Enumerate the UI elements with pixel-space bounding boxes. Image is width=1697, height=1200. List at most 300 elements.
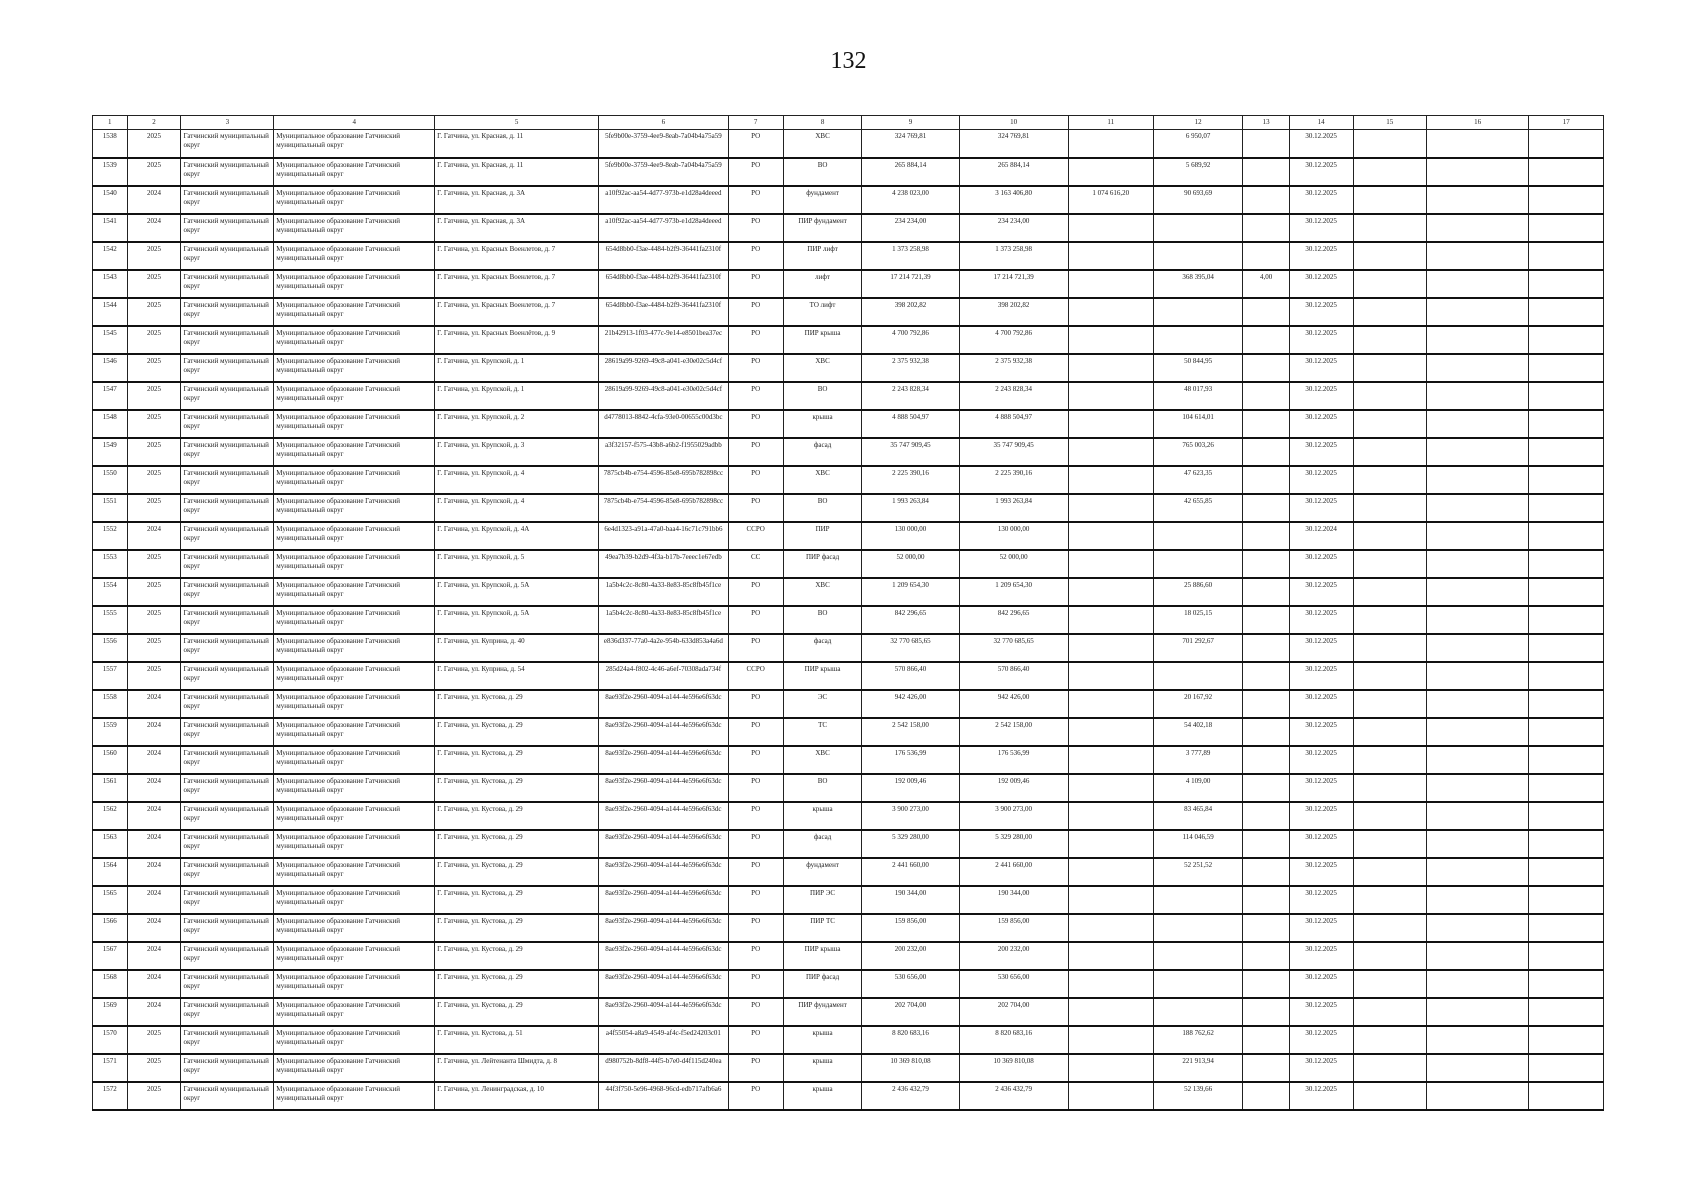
cell-house-guid: a10f92ac-aa54-4d77-973b-e1d28a4deeed — [599, 214, 729, 242]
cell-work-type: фундамент — [783, 858, 862, 886]
cell-work-type: ХВС — [783, 354, 862, 382]
cell-col-16 — [1426, 494, 1529, 522]
cell-district: Гатчинский муниципальный округ — [181, 1026, 274, 1054]
cell-municipality: Муниципальное образование Гатчинский муниципальный округ — [274, 214, 435, 242]
cell-deadline: 30.12.2025 — [1289, 382, 1353, 410]
cell-col-15 — [1353, 718, 1426, 746]
cell-cost-other — [1068, 298, 1153, 326]
cell-volume — [1243, 942, 1289, 970]
column-header-1: 1 — [93, 116, 128, 130]
cell-cost-fund: 200 232,00 — [959, 942, 1068, 970]
cell-address: Г. Гатчина, ул. Кустова, д. 29 — [435, 970, 599, 998]
table-row — [93, 746, 1604, 774]
cell-deadline: 30.12.2025 — [1289, 886, 1353, 914]
cell-year: 2024 — [127, 214, 181, 242]
cell-house-guid: 28619a99-9269-49c8-a041-e30e02c5d4cf — [599, 354, 729, 382]
cell-col-16 — [1426, 746, 1529, 774]
cell-volume — [1243, 998, 1289, 1026]
cell-district: Гатчинский муниципальный округ — [181, 354, 274, 382]
cell-house-guid: 8ae93f2e-2960-4094-a144-4e596e6f63dc — [599, 746, 729, 774]
cell-municipality: Муниципальное образование Гатчинский муниципальный округ — [274, 998, 435, 1026]
cell-col-15 — [1353, 354, 1426, 382]
cell-col-15 — [1353, 382, 1426, 410]
cell-house-guid: 8ae93f2e-2960-4094-a144-4e596e6f63dc — [599, 690, 729, 718]
cell-house-guid: 21b42913-1f03-477c-9e14-e8501bea37ec — [599, 326, 729, 354]
cell-col-17 — [1529, 914, 1604, 942]
cell-col-17 — [1529, 662, 1604, 690]
cell-volume — [1243, 242, 1289, 270]
cell-deadline: 30.12.2025 — [1289, 550, 1353, 578]
cell-work-type: ПИР ЭС — [783, 886, 862, 914]
cell-cost-fund: 17 214 721,39 — [959, 270, 1068, 298]
cell-address: Г. Гатчина, ул. Кустова, д. 29 — [435, 774, 599, 802]
cell-work-type: крыша — [783, 1054, 862, 1082]
cell-deadline: 30.12.2025 — [1289, 942, 1353, 970]
cell-year: 2025 — [127, 158, 181, 186]
cell-fund-type: РО — [728, 382, 783, 410]
cell-house-guid: 8ae93f2e-2960-4094-a144-4e596e6f63dc — [599, 942, 729, 970]
cell-work-type: ХВС — [783, 578, 862, 606]
cell-address: Г. Гатчина, ул. Кустова, д. 29 — [435, 886, 599, 914]
cell-col-16 — [1426, 130, 1529, 158]
cell-deadline: 30.12.2025 — [1289, 1082, 1353, 1110]
cell-municipality: Муниципальное образование Гатчинский муниципальный округ — [274, 270, 435, 298]
cell-work-type: ХВС — [783, 746, 862, 774]
cell-fund-type: РО — [728, 326, 783, 354]
cell-year: 2024 — [127, 998, 181, 1026]
cell-year: 2025 — [127, 1026, 181, 1054]
cell-volume — [1243, 298, 1289, 326]
cell-col-16 — [1426, 354, 1529, 382]
cell-fund-type: РО — [728, 1054, 783, 1082]
table-row — [93, 802, 1604, 830]
cell-cost-other — [1068, 214, 1153, 242]
cell-house-guid: 8ae93f2e-2960-4094-a144-4e596e6f63dc — [599, 718, 729, 746]
cell-total-cost: 2 225 390,16 — [862, 466, 959, 494]
cell-volume — [1243, 690, 1289, 718]
cell-district: Гатчинский муниципальный округ — [181, 158, 274, 186]
cell-cost-extra: 52 139,66 — [1153, 1082, 1243, 1110]
cell-cost-extra — [1153, 326, 1243, 354]
cell-deadline: 30.12.2025 — [1289, 186, 1353, 214]
cell-cost-extra: 83 465,84 — [1153, 802, 1243, 830]
cell-year: 2025 — [127, 354, 181, 382]
cell-cost-extra: 221 913,94 — [1153, 1054, 1243, 1082]
cell-cost-fund: 530 656,00 — [959, 970, 1068, 998]
cell-cost-extra — [1153, 662, 1243, 690]
cell-municipality: Муниципальное образование Гатчинский муниципальный округ — [274, 858, 435, 886]
cell-work-type: фундамент — [783, 186, 862, 214]
cell-year: 2025 — [127, 634, 181, 662]
cell-cost-other — [1068, 718, 1153, 746]
cell-municipality: Муниципальное образование Гатчинский муниципальный округ — [274, 578, 435, 606]
cell-col-16 — [1426, 158, 1529, 186]
cell-house-guid: 7875cb4b-e754-4596-85e8-695b782898cc — [599, 494, 729, 522]
cell-house-guid: 654d8bb0-f3ae-4484-b2f9-36441fa2310f — [599, 270, 729, 298]
cell-work-type: ХВС — [783, 466, 862, 494]
cell-municipality: Муниципальное образование Гатчинский муниципальный округ — [274, 466, 435, 494]
cell-fund-type: РО — [728, 1082, 783, 1110]
cell-address: Г. Гатчина, ул. Красных Военлетов, д. 7 — [435, 298, 599, 326]
cell-volume — [1243, 634, 1289, 662]
cell-cost-extra: 42 655,85 — [1153, 494, 1243, 522]
cell-row-number: 1560 — [93, 746, 128, 774]
cell-col-16 — [1426, 1026, 1529, 1054]
cell-year: 2024 — [127, 914, 181, 942]
cell-volume — [1243, 914, 1289, 942]
cell-municipality: Муниципальное образование Гатчинский муниципальный округ — [274, 438, 435, 466]
cell-fund-type: СС — [728, 550, 783, 578]
cell-volume — [1243, 410, 1289, 438]
cell-col-15 — [1353, 410, 1426, 438]
table-row — [93, 634, 1604, 662]
cell-col-16 — [1426, 550, 1529, 578]
cell-col-16 — [1426, 326, 1529, 354]
cell-volume — [1243, 606, 1289, 634]
cell-total-cost: 2 441 660,00 — [862, 858, 959, 886]
cell-col-15 — [1353, 438, 1426, 466]
cell-municipality: Муниципальное образование Гатчинский муниципальный округ — [274, 522, 435, 550]
cell-municipality: Муниципальное образование Гатчинский муниципальный округ — [274, 130, 435, 158]
cell-col-17 — [1529, 998, 1604, 1026]
column-number-row — [93, 116, 1604, 130]
column-header-15: 15 — [1353, 116, 1426, 130]
cell-deadline: 30.12.2025 — [1289, 718, 1353, 746]
cell-total-cost: 35 747 909,45 — [862, 438, 959, 466]
cell-cost-other — [1068, 886, 1153, 914]
cell-municipality: Муниципальное образование Гатчинский муниципальный округ — [274, 158, 435, 186]
cell-total-cost: 4 888 504,97 — [862, 410, 959, 438]
cell-year: 2024 — [127, 690, 181, 718]
cell-district: Гатчинский муниципальный округ — [181, 606, 274, 634]
cell-municipality: Муниципальное образование Гатчинский муниципальный округ — [274, 550, 435, 578]
cell-col-16 — [1426, 998, 1529, 1026]
cell-cost-other — [1068, 802, 1153, 830]
table-row — [93, 718, 1604, 746]
cell-year: 2024 — [127, 942, 181, 970]
cell-year: 2025 — [127, 410, 181, 438]
cell-year: 2025 — [127, 550, 181, 578]
cell-col-15 — [1353, 158, 1426, 186]
cell-volume — [1243, 662, 1289, 690]
cell-work-type: ПИР фундамент — [783, 214, 862, 242]
cell-cost-other — [1068, 914, 1153, 942]
cell-house-guid: 49ea7b39-b2d9-4f3a-b17b-7eeec1e67edb — [599, 550, 729, 578]
cell-cost-fund: 35 747 909,45 — [959, 438, 1068, 466]
cell-cost-fund: 265 884,14 — [959, 158, 1068, 186]
cell-col-15 — [1353, 326, 1426, 354]
cell-municipality: Муниципальное образование Гатчинский муниципальный округ — [274, 886, 435, 914]
cell-district: Гатчинский муниципальный округ — [181, 326, 274, 354]
cell-fund-type: РО — [728, 466, 783, 494]
cell-municipality: Муниципальное образование Гатчинский муниципальный округ — [274, 690, 435, 718]
cell-district: Гатчинский муниципальный округ — [181, 970, 274, 998]
cell-total-cost: 942 426,00 — [862, 690, 959, 718]
cell-cost-extra: 701 292,67 — [1153, 634, 1243, 662]
cell-district: Гатчинский муниципальный округ — [181, 494, 274, 522]
cell-deadline: 30.12.2025 — [1289, 774, 1353, 802]
cell-work-type: ВО — [783, 774, 862, 802]
cell-col-17 — [1529, 298, 1604, 326]
cell-col-17 — [1529, 746, 1604, 774]
cell-volume — [1243, 130, 1289, 158]
cell-municipality: Муниципальное образование Гатчинский муниципальный округ — [274, 662, 435, 690]
cell-total-cost: 265 884,14 — [862, 158, 959, 186]
cell-deadline: 30.12.2025 — [1289, 634, 1353, 662]
cell-work-type: ПИР — [783, 522, 862, 550]
cell-total-cost: 10 369 810,08 — [862, 1054, 959, 1082]
cell-cost-extra: 3 777,89 — [1153, 746, 1243, 774]
cell-cost-extra — [1153, 942, 1243, 970]
cell-col-15 — [1353, 214, 1426, 242]
column-header-10: 10 — [959, 116, 1068, 130]
cell-col-16 — [1426, 382, 1529, 410]
cell-address: Г. Гатчина, ул. Куприна, д. 40 — [435, 634, 599, 662]
table-row — [93, 830, 1604, 858]
cell-house-guid: 654d8bb0-f3ae-4484-b2f9-36441fa2310f — [599, 242, 729, 270]
cell-fund-type: ССРО — [728, 522, 783, 550]
table-row — [93, 914, 1604, 942]
cell-cost-fund: 8 820 683,16 — [959, 1026, 1068, 1054]
cell-district: Гатчинский муниципальный округ — [181, 718, 274, 746]
cell-year: 2025 — [127, 606, 181, 634]
cell-col-15 — [1353, 634, 1426, 662]
cell-volume — [1243, 1082, 1289, 1110]
cell-row-number: 1553 — [93, 550, 128, 578]
table-row — [93, 130, 1604, 158]
cell-address: Г. Гатчина, ул. Крупской, д. 3 — [435, 438, 599, 466]
cell-volume — [1243, 466, 1289, 494]
cell-cost-extra — [1153, 886, 1243, 914]
cell-address: Г. Гатчина, ул. Красная, д. 3А — [435, 214, 599, 242]
cell-address: Г. Гатчина, ул. Кустова, д. 29 — [435, 802, 599, 830]
cell-year: 2025 — [127, 242, 181, 270]
cell-deadline: 30.12.2025 — [1289, 1026, 1353, 1054]
cell-col-16 — [1426, 830, 1529, 858]
cell-volume — [1243, 522, 1289, 550]
cell-col-15 — [1353, 914, 1426, 942]
cell-house-guid: 8ae93f2e-2960-4094-a144-4e596e6f63dc — [599, 774, 729, 802]
cell-col-15 — [1353, 858, 1426, 886]
cell-cost-fund: 2 225 390,16 — [959, 466, 1068, 494]
cell-col-17 — [1529, 578, 1604, 606]
cell-col-16 — [1426, 690, 1529, 718]
cell-row-number: 1567 — [93, 942, 128, 970]
cell-col-17 — [1529, 326, 1604, 354]
cell-municipality: Муниципальное образование Гатчинский муниципальный округ — [274, 298, 435, 326]
cell-year: 2024 — [127, 886, 181, 914]
cell-row-number: 1545 — [93, 326, 128, 354]
cell-year: 2024 — [127, 970, 181, 998]
cell-fund-type: РО — [728, 746, 783, 774]
cell-deadline: 30.12.2025 — [1289, 214, 1353, 242]
table-header — [93, 116, 1604, 130]
cell-col-17 — [1529, 1054, 1604, 1082]
cell-cost-extra: 18 025,15 — [1153, 606, 1243, 634]
cell-col-17 — [1529, 830, 1604, 858]
cell-volume — [1243, 858, 1289, 886]
cell-volume — [1243, 774, 1289, 802]
cell-fund-type: РО — [728, 858, 783, 886]
cell-deadline: 30.12.2025 — [1289, 130, 1353, 158]
cell-col-15 — [1353, 186, 1426, 214]
cell-address: Г. Гатчина, ул. Кустова, д. 29 — [435, 746, 599, 774]
cell-col-15 — [1353, 606, 1426, 634]
cell-cost-fund: 2 441 660,00 — [959, 858, 1068, 886]
cell-col-15 — [1353, 662, 1426, 690]
cell-cost-other — [1068, 438, 1153, 466]
cell-col-16 — [1426, 858, 1529, 886]
table-row — [93, 186, 1604, 214]
cell-house-guid: e836d337-77a0-4a2e-954b-633d853a4a6d — [599, 634, 729, 662]
table-row — [93, 690, 1604, 718]
cell-district: Гатчинский муниципальный округ — [181, 662, 274, 690]
cell-row-number: 1563 — [93, 830, 128, 858]
cell-cost-extra: 114 046,59 — [1153, 830, 1243, 858]
cell-col-16 — [1426, 298, 1529, 326]
cell-municipality: Муниципальное образование Гатчинский муниципальный округ — [274, 1082, 435, 1110]
cell-cost-fund: 842 296,65 — [959, 606, 1068, 634]
cell-house-guid: 285d24a4-f802-4c46-a6ef-70308ada734f — [599, 662, 729, 690]
cell-fund-type: РО — [728, 354, 783, 382]
table-row — [93, 970, 1604, 998]
cell-address: Г. Гатчина, ул. Кустова, д. 29 — [435, 718, 599, 746]
cell-work-type: ВО — [783, 158, 862, 186]
cell-cost-fund: 942 426,00 — [959, 690, 1068, 718]
cell-col-17 — [1529, 466, 1604, 494]
cell-volume — [1243, 802, 1289, 830]
cell-row-number: 1550 — [93, 466, 128, 494]
cell-year: 2025 — [127, 1082, 181, 1110]
table-row — [93, 774, 1604, 802]
column-header-7: 7 — [728, 116, 783, 130]
cell-row-number: 1555 — [93, 606, 128, 634]
table-row — [93, 1082, 1604, 1110]
cell-total-cost: 2 542 158,00 — [862, 718, 959, 746]
cell-fund-type: РО — [728, 802, 783, 830]
cell-deadline: 30.12.2025 — [1289, 998, 1353, 1026]
cell-col-15 — [1353, 1054, 1426, 1082]
cell-address: Г. Гатчина, ул. Крупской, д. 4А — [435, 522, 599, 550]
cell-row-number: 1543 — [93, 270, 128, 298]
cell-municipality: Муниципальное образование Гатчинский муниципальный округ — [274, 634, 435, 662]
cell-row-number: 1557 — [93, 662, 128, 690]
cell-cost-extra — [1153, 242, 1243, 270]
cell-municipality: Муниципальное образование Гатчинский муниципальный округ — [274, 242, 435, 270]
cell-district: Гатчинский муниципальный округ — [181, 690, 274, 718]
cell-row-number: 1559 — [93, 718, 128, 746]
cell-col-17 — [1529, 242, 1604, 270]
cell-cost-other — [1068, 382, 1153, 410]
cell-cost-fund: 52 000,00 — [959, 550, 1068, 578]
cell-total-cost: 5 329 280,00 — [862, 830, 959, 858]
cell-col-16 — [1426, 970, 1529, 998]
cell-volume — [1243, 1026, 1289, 1054]
cell-fund-type: РО — [728, 690, 783, 718]
cell-cost-fund: 2 243 828,34 — [959, 382, 1068, 410]
cell-work-type: крыша — [783, 1082, 862, 1110]
table-row — [93, 242, 1604, 270]
cell-cost-other — [1068, 942, 1153, 970]
cell-district: Гатчинский муниципальный округ — [181, 1082, 274, 1110]
cell-municipality: Муниципальное образование Гатчинский муниципальный округ — [274, 718, 435, 746]
cell-house-guid: a10f92ac-aa54-4d77-973b-e1d28a4deeed — [599, 186, 729, 214]
column-header-13: 13 — [1243, 116, 1289, 130]
cell-deadline: 30.12.2025 — [1289, 662, 1353, 690]
cell-total-cost: 2 375 932,38 — [862, 354, 959, 382]
column-header-4: 4 — [274, 116, 435, 130]
cell-cost-fund: 159 856,00 — [959, 914, 1068, 942]
cell-col-15 — [1353, 550, 1426, 578]
cell-col-16 — [1426, 186, 1529, 214]
cell-deadline: 30.12.2025 — [1289, 830, 1353, 858]
cell-address: Г. Гатчина, ул. Красных Военлётов, д. 9 — [435, 326, 599, 354]
cell-district: Гатчинский муниципальный округ — [181, 942, 274, 970]
cell-cost-other — [1068, 606, 1153, 634]
cell-work-type: ПИР лифт — [783, 242, 862, 270]
cell-fund-type: РО — [728, 606, 783, 634]
cell-year: 2025 — [127, 1054, 181, 1082]
cell-fund-type: РО — [728, 830, 783, 858]
cell-col-16 — [1426, 662, 1529, 690]
cell-col-16 — [1426, 886, 1529, 914]
cell-volume — [1243, 186, 1289, 214]
cell-deadline: 30.12.2025 — [1289, 970, 1353, 998]
cell-col-17 — [1529, 606, 1604, 634]
cell-total-cost: 4 238 023,00 — [862, 186, 959, 214]
cell-col-17 — [1529, 494, 1604, 522]
cell-cost-extra: 90 693,69 — [1153, 186, 1243, 214]
cell-cost-fund: 130 000,00 — [959, 522, 1068, 550]
cell-house-guid: 8ae93f2e-2960-4094-a144-4e596e6f63dc — [599, 802, 729, 830]
cell-cost-other — [1068, 970, 1153, 998]
cell-district: Гатчинский муниципальный округ — [181, 886, 274, 914]
cell-col-16 — [1426, 914, 1529, 942]
cell-work-type: ПИР фундамент — [783, 998, 862, 1026]
cell-col-16 — [1426, 718, 1529, 746]
cell-fund-type: РО — [728, 998, 783, 1026]
cell-house-guid: 654d8bb0-f3ae-4484-b2f9-36441fa2310f — [599, 298, 729, 326]
cell-fund-type: РО — [728, 578, 783, 606]
cell-district: Гатчинский муниципальный округ — [181, 746, 274, 774]
cell-address: Г. Гатчина, ул. Кустова, д. 29 — [435, 914, 599, 942]
cell-row-number: 1540 — [93, 186, 128, 214]
cell-cost-extra — [1153, 998, 1243, 1026]
cell-col-16 — [1426, 522, 1529, 550]
cell-deadline: 30.12.2025 — [1289, 578, 1353, 606]
cell-cost-other — [1068, 550, 1153, 578]
cell-col-17 — [1529, 774, 1604, 802]
cell-fund-type: РО — [728, 242, 783, 270]
cell-deadline: 30.12.2025 — [1289, 298, 1353, 326]
cell-cost-other — [1068, 690, 1153, 718]
cell-total-cost: 2 436 432,79 — [862, 1082, 959, 1110]
cell-total-cost: 842 296,65 — [862, 606, 959, 634]
cell-col-16 — [1426, 1054, 1529, 1082]
cell-year: 2025 — [127, 326, 181, 354]
table-row — [93, 942, 1604, 970]
cell-deadline: 30.12.2025 — [1289, 914, 1353, 942]
cell-total-cost: 1 993 263,84 — [862, 494, 959, 522]
cell-work-type: ПИР крыша — [783, 942, 862, 970]
cell-cost-extra — [1153, 214, 1243, 242]
cell-house-guid: 8ae93f2e-2960-4094-a144-4e596e6f63dc — [599, 970, 729, 998]
table-row — [93, 886, 1604, 914]
cell-district: Гатчинский муниципальный округ — [181, 550, 274, 578]
cell-fund-type: РО — [728, 942, 783, 970]
table-row — [93, 494, 1604, 522]
cell-total-cost: 159 856,00 — [862, 914, 959, 942]
